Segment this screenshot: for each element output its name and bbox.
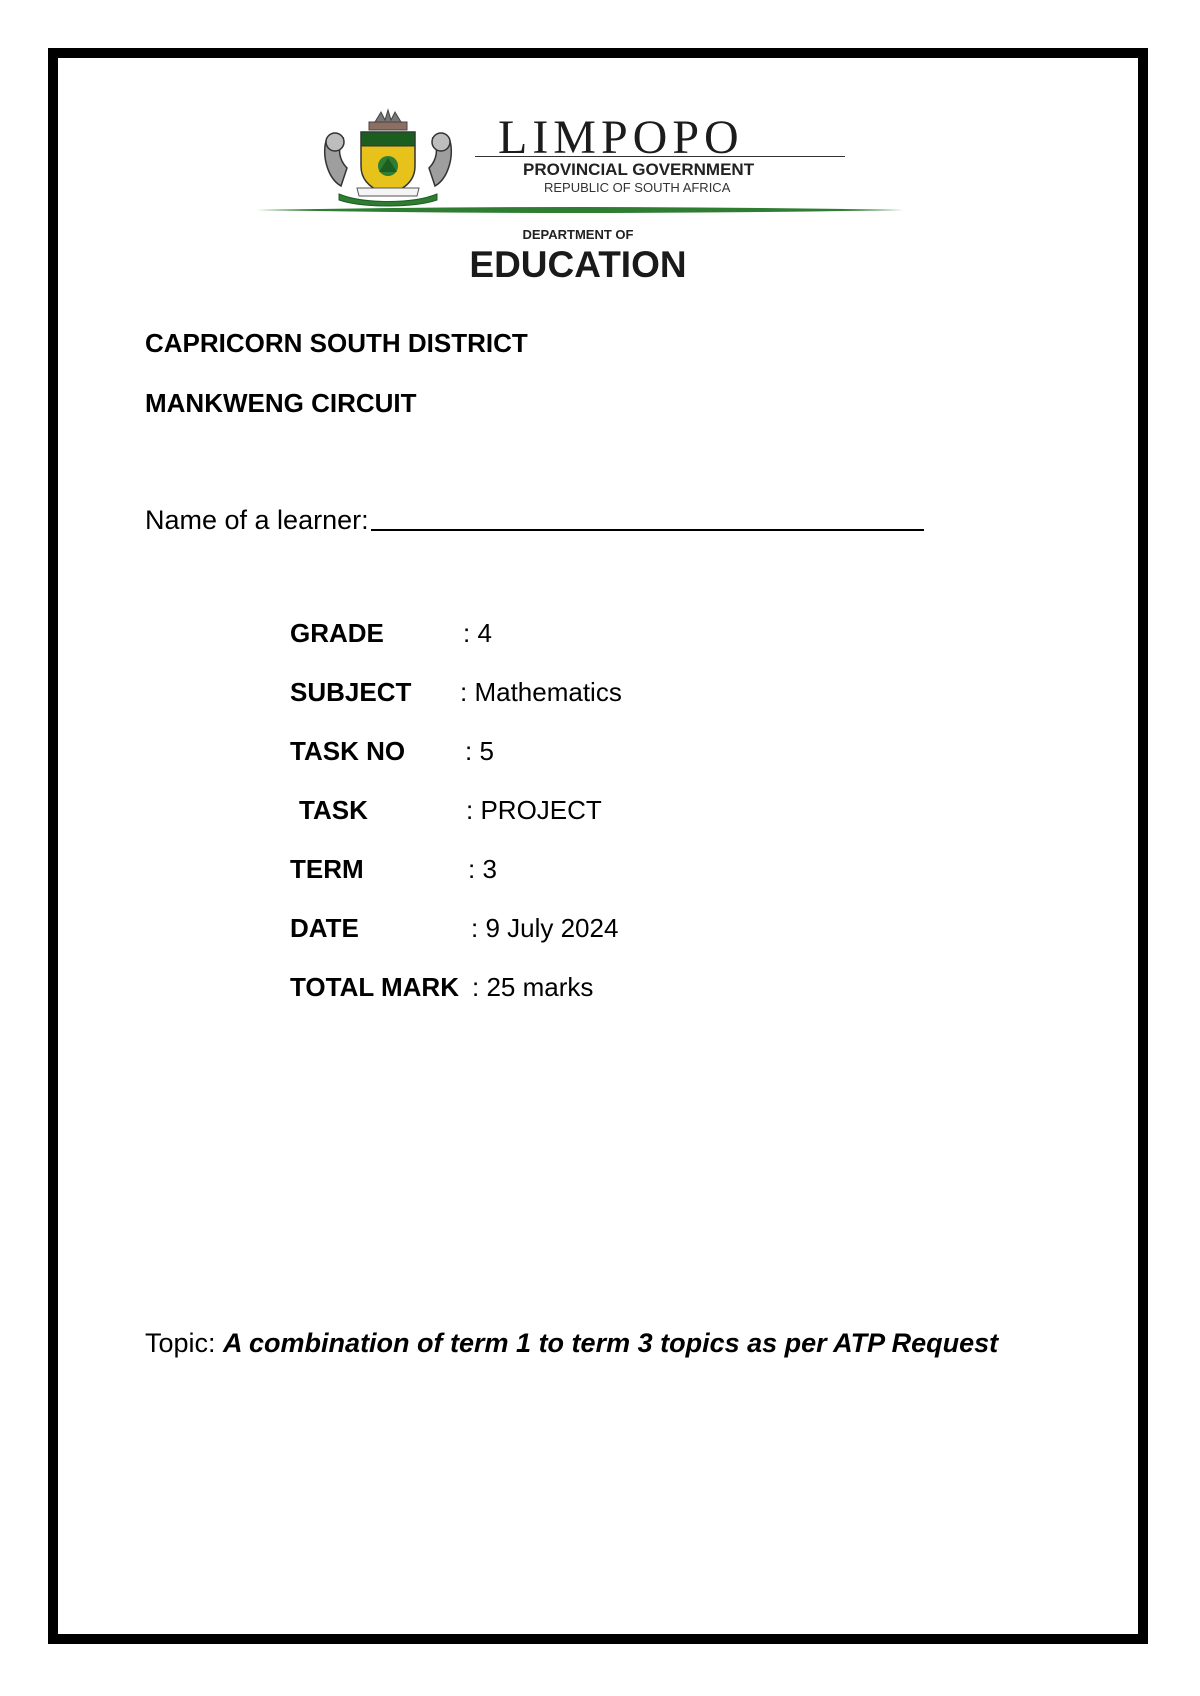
detail-label: SUBJECT (290, 677, 412, 707)
detail-label: GRADE (290, 618, 384, 648)
detail-value: : 25 marks (472, 972, 594, 1002)
department-of-label: DEPARTMENT OF (522, 227, 634, 242)
limpopo-education-logo (248, 100, 908, 290)
detail-label: TASK (299, 795, 368, 825)
learner-name-field[interactable] (145, 507, 924, 534)
government-label: PROVINCIAL GOVERNMENT (523, 160, 755, 179)
logo-divider (475, 156, 845, 157)
detail-value: : 4 (463, 618, 492, 648)
topic-line (145, 1330, 998, 1357)
detail-label: TOTAL MARK (290, 972, 459, 1002)
detail-value: : PROJECT (466, 795, 602, 825)
learner-name-label: Name of a learner: (145, 505, 369, 535)
coat-of-arms-icon (313, 108, 463, 208)
circuit-name: MANKWENG CIRCUIT (145, 388, 417, 418)
detail-label: DATE (290, 913, 359, 943)
country-label: REPUBLIC OF SOUTH AFRICA (544, 180, 731, 195)
department-name: EDUCATION (469, 244, 687, 285)
province-name: LIMPOPO (498, 111, 744, 164)
topic-label: Topic: (145, 1328, 224, 1358)
detail-value: : 5 (465, 736, 494, 766)
detail-label: TASK NO (290, 736, 406, 766)
detail-value: : 3 (468, 854, 497, 884)
district-name: CAPRICORN SOUTH DISTRICT (145, 328, 528, 358)
green-swoosh (256, 206, 904, 214)
learner-name-line[interactable] (371, 529, 924, 531)
detail-value: : Mathematics (460, 677, 622, 707)
detail-label: TERM (290, 854, 364, 884)
detail-value: : 9 July 2024 (471, 913, 619, 943)
topic-text: A combination of term 1 to term 3 topics as per ATP Request (223, 1328, 999, 1358)
